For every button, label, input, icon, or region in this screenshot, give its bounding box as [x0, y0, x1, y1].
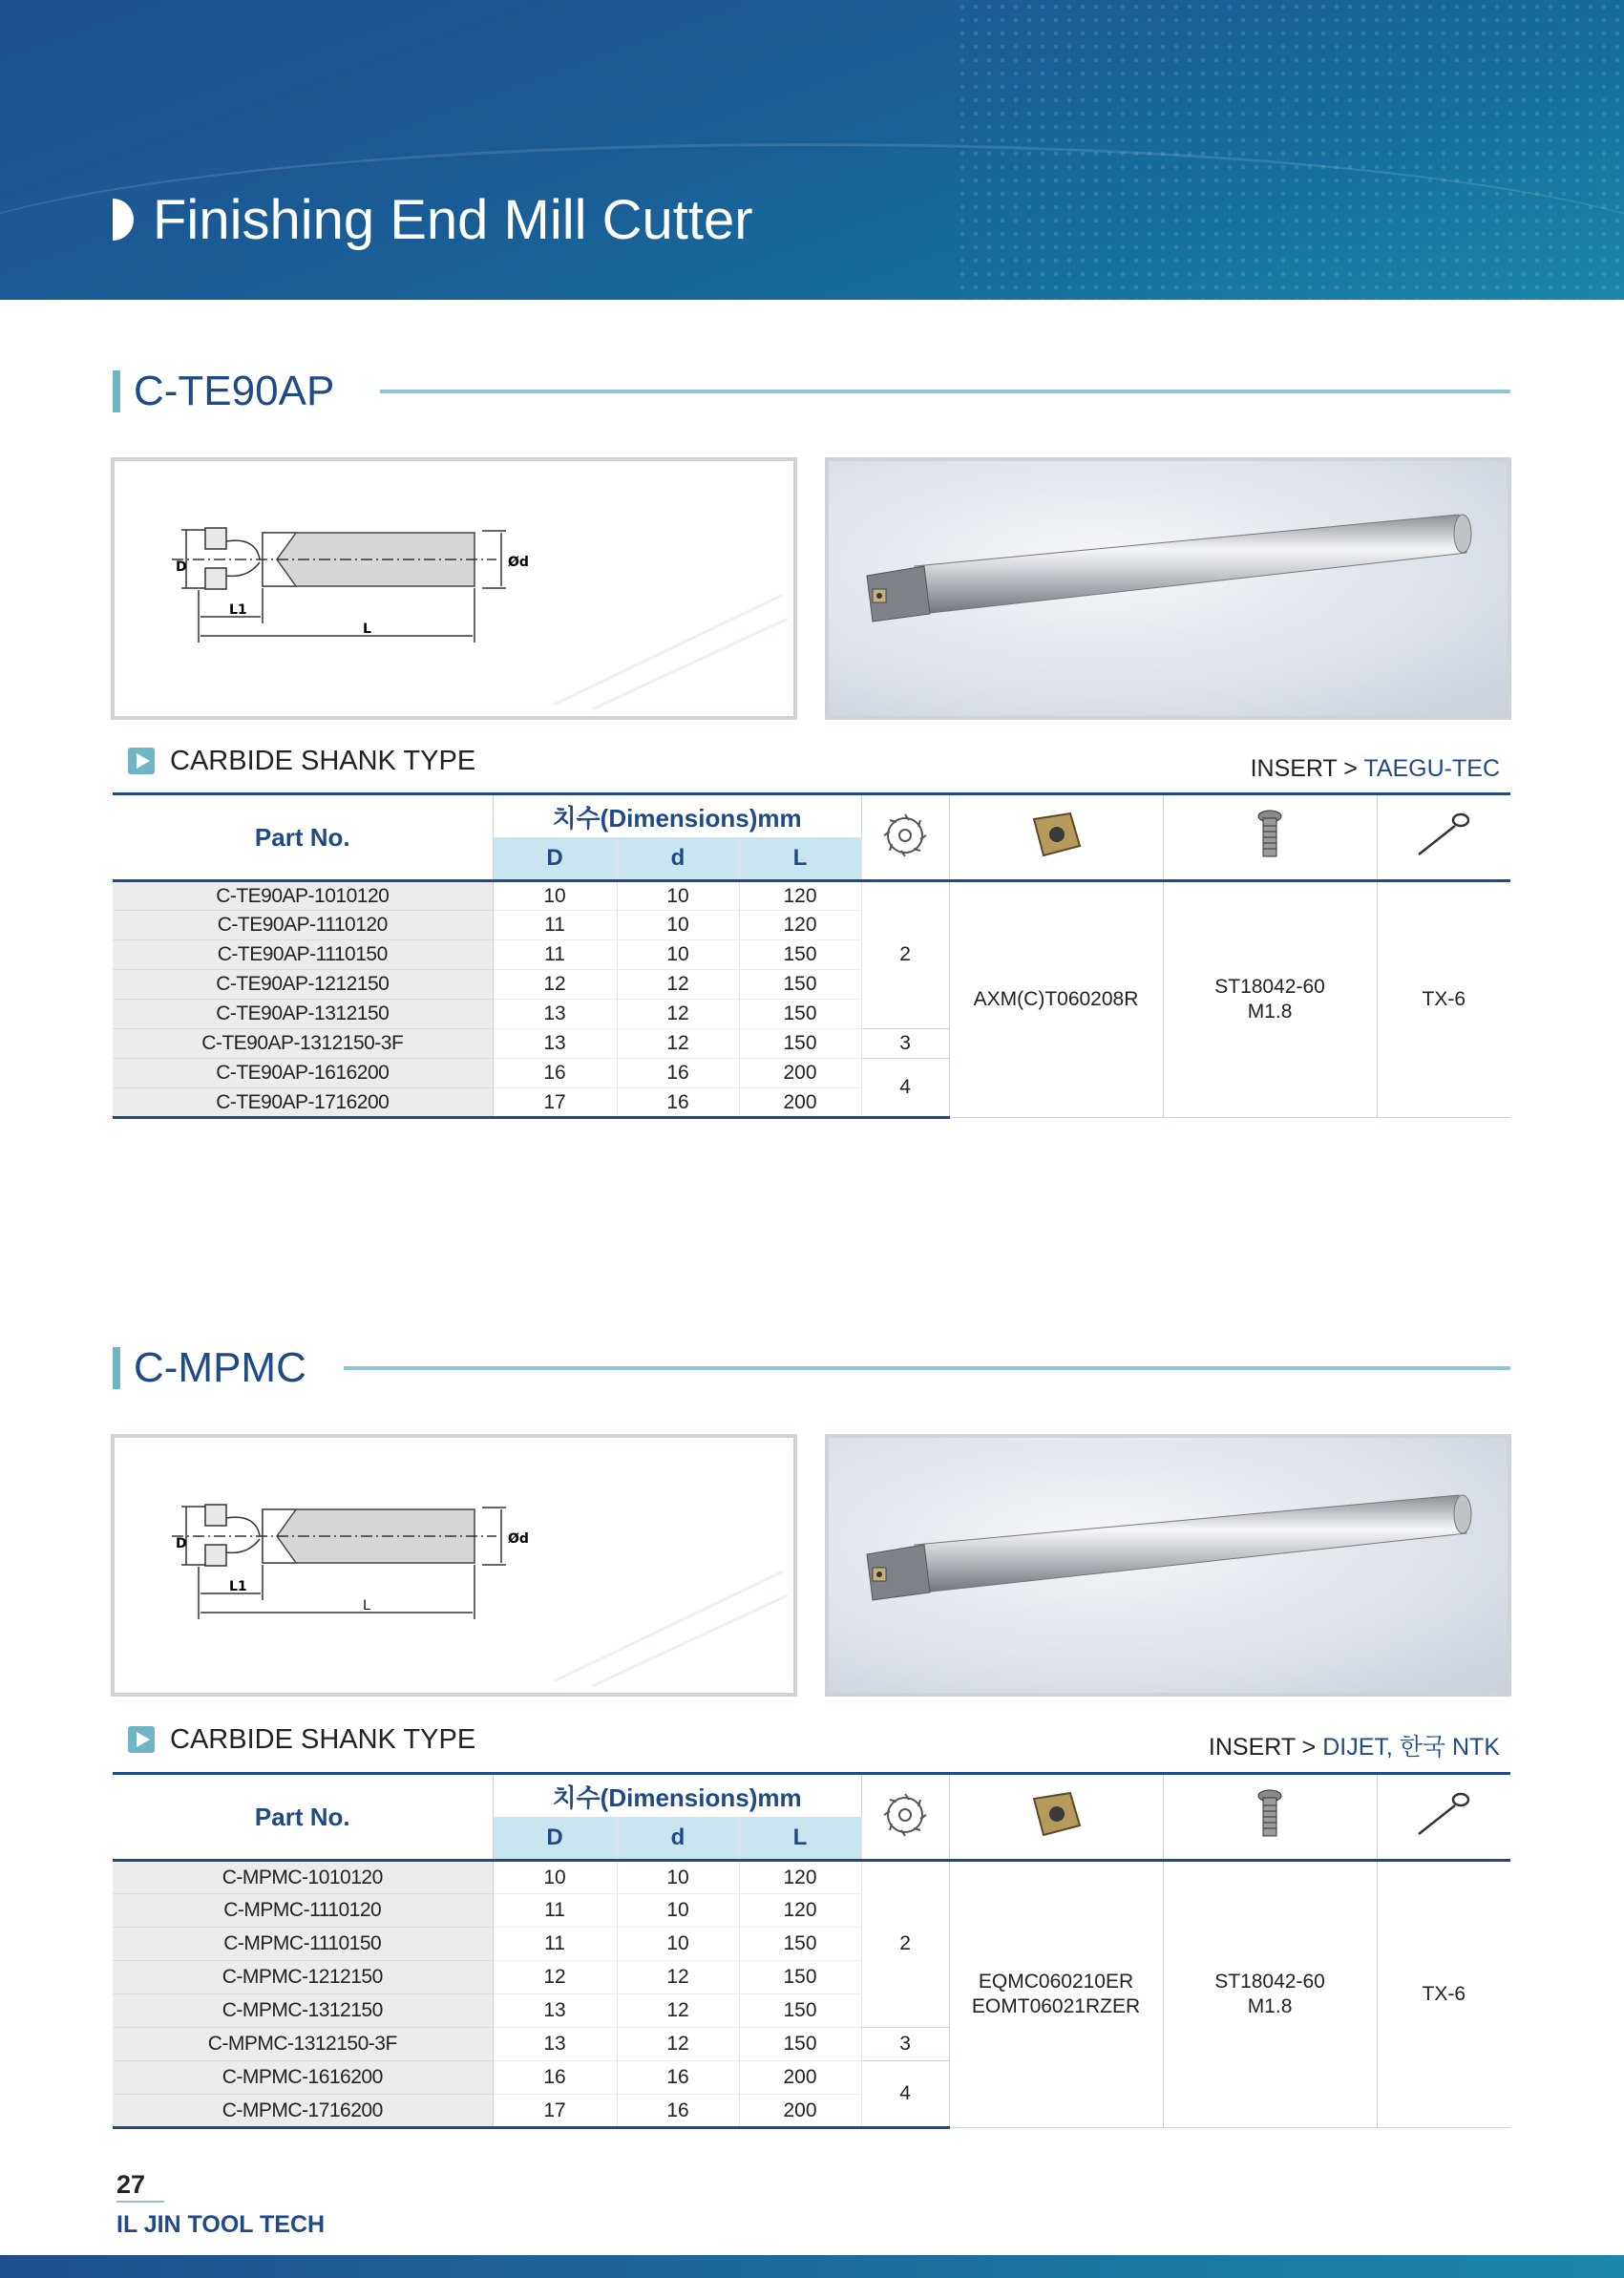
- part-number: C-MPMC-1110150: [113, 1928, 493, 1961]
- screw-code-line-1: ST18042-60: [1214, 975, 1325, 998]
- insert-code: [949, 881, 1163, 1118]
- dim-label-d: Ød: [508, 1531, 529, 1547]
- value-D: 13: [493, 2028, 617, 2061]
- end-mill-photo-graphic: [829, 461, 1508, 716]
- value-d: 10: [617, 1894, 739, 1928]
- screw-code-line-2: M1.8: [1247, 1995, 1293, 2017]
- value-D: 16: [493, 1059, 617, 1088]
- value-D: 12: [493, 970, 617, 1000]
- value-L: 150: [739, 1928, 861, 1961]
- insert-code-line: AXM(C)T060208R: [973, 987, 1139, 1010]
- dim-label-L1: L1: [229, 602, 247, 618]
- value-L: 150: [739, 970, 861, 1000]
- product-photo: [825, 1434, 1511, 1697]
- part-number: C-MPMC-1312150-3F: [113, 2028, 493, 2061]
- part-number: C-TE90AP-1312150-3F: [113, 1029, 493, 1059]
- value-L: 200: [739, 2095, 861, 2128]
- flutes-value: 4: [861, 1059, 949, 1118]
- col-header-d: d: [617, 837, 739, 881]
- value-L: 150: [739, 1029, 861, 1059]
- value-D: 10: [493, 881, 617, 911]
- flutes-value: 4: [861, 2061, 949, 2128]
- value-D: 12: [493, 1961, 617, 1994]
- part-number: C-TE90AP-1110150: [113, 940, 493, 970]
- part-number: C-TE90AP-1110120: [113, 911, 493, 940]
- value-d: 12: [617, 2028, 739, 2061]
- value-L: 120: [739, 1894, 861, 1928]
- value-L: 120: [739, 911, 861, 940]
- value-D: 13: [493, 1994, 617, 2028]
- section-accent-bar: [113, 370, 120, 412]
- col-header-D: D: [493, 1817, 617, 1861]
- value-D: 16: [493, 2061, 617, 2095]
- subheading-carbide-shank-1: [128, 744, 475, 778]
- screw-code: [1163, 1861, 1377, 2128]
- company-name: IL JIN TOOL TECH: [116, 2211, 326, 2238]
- part-number: C-MPMC-1312150: [113, 1994, 493, 2028]
- spec-table-c-te90ap: [113, 792, 1510, 1119]
- dim-label-L: L: [363, 1598, 370, 1614]
- play-arrow-icon: [128, 748, 155, 774]
- insert-prefix: INSERT >: [1250, 755, 1358, 782]
- value-L: 120: [739, 881, 861, 911]
- end-mill-drawing: [115, 461, 793, 716]
- value-D: 11: [493, 911, 617, 940]
- value-d: 12: [617, 1994, 739, 2028]
- end-mill-drawing: [115, 1438, 793, 1693]
- insert-brand-line: [1209, 1731, 1500, 1763]
- section-title: C-MPMC: [134, 1344, 306, 1391]
- technical-drawing: [111, 1434, 797, 1697]
- subheading-carbide-shank-2: [128, 1722, 475, 1757]
- value-d: 16: [617, 2061, 739, 2095]
- half-circle-bullet-icon: [113, 199, 134, 241]
- value-L: 200: [739, 1059, 861, 1088]
- play-arrow-icon: [128, 1726, 155, 1753]
- table-row: [113, 881, 1510, 911]
- dim-label-D: D: [176, 559, 187, 575]
- value-D: 10: [493, 1861, 617, 1894]
- part-number: C-TE90AP-1212150: [113, 970, 493, 1000]
- value-d: 10: [617, 881, 739, 911]
- part-number: C-MPMC-1616200: [113, 2061, 493, 2095]
- insert-icon: [949, 1774, 1163, 1861]
- section-title: C-TE90AP: [134, 368, 335, 414]
- value-D: 11: [493, 940, 617, 970]
- subheading-text: CARBIDE SHANK TYPE: [170, 1723, 476, 1755]
- technical-drawing: [111, 457, 797, 720]
- part-number: C-MPMC-1010120: [113, 1861, 493, 1894]
- section-heading-c-te90ap: [113, 369, 1510, 414]
- wrench-icon: [1377, 794, 1510, 881]
- value-L: 200: [739, 2061, 861, 2095]
- value-D: 11: [493, 1928, 617, 1961]
- value-d: 16: [617, 1059, 739, 1088]
- value-L: 150: [739, 1994, 861, 2028]
- value-L: 150: [739, 2028, 861, 2061]
- page-title-text: Finishing End Mill Cutter: [153, 188, 753, 251]
- section-rule: [380, 390, 1510, 393]
- value-L: 150: [739, 1000, 861, 1029]
- flutes-value: 2: [861, 881, 949, 1029]
- col-header-D: D: [493, 837, 617, 881]
- value-d: 10: [617, 940, 739, 970]
- wrench-code: TX-6: [1377, 1861, 1510, 2128]
- value-L: 120: [739, 1861, 861, 1894]
- part-number: C-TE90AP-1716200: [113, 1088, 493, 1118]
- dim-label-L1: L1: [229, 1579, 247, 1594]
- value-d: 12: [617, 1961, 739, 1994]
- part-number: C-MPMC-1716200: [113, 2095, 493, 2128]
- page-title: [113, 181, 753, 258]
- wrench-code: TX-6: [1377, 881, 1510, 1118]
- end-mill-photo-graphic: [829, 1438, 1508, 1693]
- col-header-d: d: [617, 1817, 739, 1861]
- screw-code-line-1: ST18042-60: [1214, 1970, 1325, 1993]
- screw-code-line-2: M1.8: [1247, 1001, 1293, 1023]
- col-header-dimensions: 치수(Dimensions)mm: [493, 1774, 861, 1818]
- value-d: 16: [617, 2095, 739, 2128]
- part-number: C-TE90AP-1312150: [113, 1000, 493, 1029]
- dim-label-d: Ød: [508, 555, 529, 570]
- value-d: 10: [617, 1928, 739, 1961]
- spec-table-c-mpmc: [113, 1772, 1510, 2129]
- insert-code: [949, 1861, 1163, 2128]
- flutes-value: 3: [861, 2028, 949, 2061]
- part-number: C-MPMC-1110120: [113, 1894, 493, 1928]
- section-heading-c-mpmc: [113, 1345, 1510, 1391]
- footer-rule: [116, 2201, 164, 2203]
- section-rule: [344, 1366, 1510, 1370]
- flutes-value: 3: [861, 1029, 949, 1059]
- bottom-band: [0, 2255, 1624, 2278]
- value-D: 17: [493, 1088, 617, 1118]
- flutes-icon: [861, 1774, 949, 1861]
- table-row: [113, 1861, 1510, 1894]
- col-header-part-no: Part No.: [113, 1774, 493, 1861]
- value-D: 17: [493, 2095, 617, 2128]
- value-D: 11: [493, 1894, 617, 1928]
- col-header-part-no: Part No.: [113, 794, 493, 881]
- value-L: 200: [739, 1088, 861, 1118]
- value-L: 150: [739, 940, 861, 970]
- page-number: 27: [116, 2170, 146, 2199]
- part-number: C-TE90AP-1010120: [113, 881, 493, 911]
- section-accent-bar: [113, 1347, 120, 1389]
- value-d: 12: [617, 1029, 739, 1059]
- dim-label-D: D: [176, 1536, 187, 1551]
- product-photo: [825, 457, 1511, 720]
- insert-brand-line: [1251, 752, 1500, 785]
- col-header-L: L: [739, 837, 861, 881]
- part-number: C-MPMC-1212150: [113, 1961, 493, 1994]
- wrench-icon: [1377, 1774, 1510, 1861]
- screw-icon: [1163, 1774, 1377, 1861]
- value-L: 150: [739, 1961, 861, 1994]
- flutes-value: 2: [861, 1861, 949, 2028]
- value-D: 13: [493, 1000, 617, 1029]
- header-banner: [0, 0, 1624, 300]
- dim-label-L: L: [363, 622, 371, 637]
- insert-prefix: INSERT >: [1208, 1734, 1317, 1761]
- value-d: 10: [617, 1861, 739, 1894]
- insert-icon: [949, 794, 1163, 881]
- insert-brand: DIJET, 한국 NTK: [1322, 1734, 1500, 1761]
- insert-code-line-1: EQMC060210ER: [978, 1970, 1134, 1993]
- col-header-dimensions: 치수(Dimensions)mm: [493, 794, 861, 838]
- subheading-text: CARBIDE SHANK TYPE: [170, 745, 476, 776]
- screw-icon: [1163, 794, 1377, 881]
- screw-code: [1163, 881, 1377, 1118]
- value-D: 13: [493, 1029, 617, 1059]
- flutes-icon: [861, 794, 949, 881]
- insert-brand: TAEGU-TEC: [1363, 755, 1500, 782]
- col-header-L: L: [739, 1817, 861, 1861]
- insert-code-line-2: EOMT06021RZER: [971, 1995, 1141, 2017]
- part-number: C-TE90AP-1616200: [113, 1059, 493, 1088]
- value-d: 10: [617, 911, 739, 940]
- value-d: 16: [617, 1088, 739, 1118]
- value-d: 12: [617, 1000, 739, 1029]
- value-d: 12: [617, 970, 739, 1000]
